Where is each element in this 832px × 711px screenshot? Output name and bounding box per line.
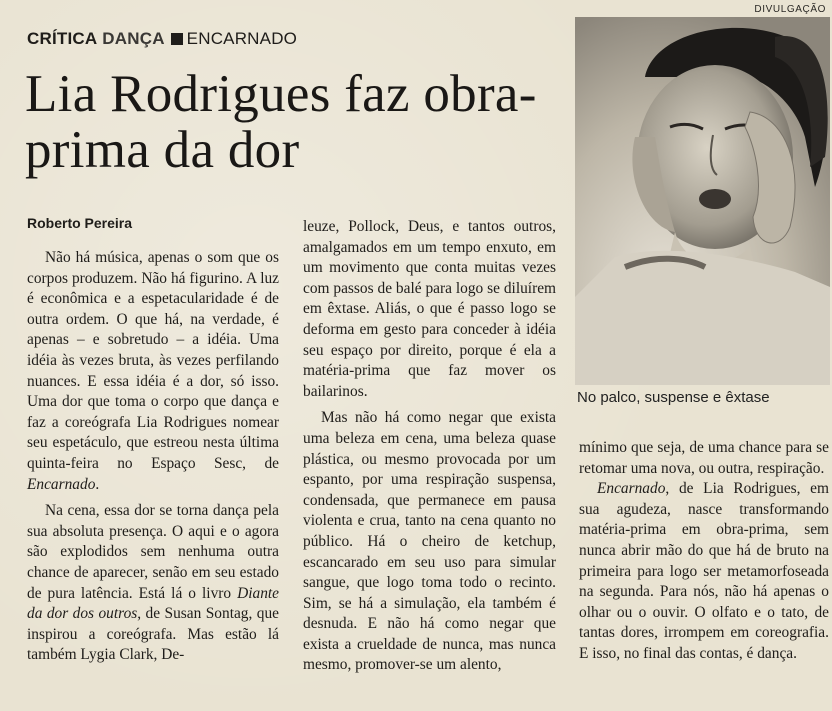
paragraph-text: Não há música, apenas o som que os corpos produzem. Não há figurino. A luz é econômica e a espetacularidade é de outra ordem. O que há, na verdade, é apenas – e sobretudo – a idéia. Uma idéia às vezes bruta, às vezes perfilando nuances. E essa idéia é a dor, só isso. Uma dor que toma o corpo que dança e faz a coreógrafa Lia Rodrigues nomear seu espetáculo, que estreou nesta última quinta-feira no Espaço Sesc, de bbox=[27, 249, 279, 472]
headline: Lia Rodrigues faz obra-prima da dor bbox=[25, 65, 537, 179]
article-photo bbox=[575, 17, 830, 385]
paragraph bbox=[27, 501, 279, 666]
paragraph-text: , de Susan Sontag, que inspirou a coreógrafa. Mas estão lá também Lygia Clark, De- bbox=[27, 605, 280, 664]
work-title: Encarnado bbox=[27, 475, 96, 493]
paragraph-text: . bbox=[95, 475, 100, 493]
byline: Roberto Pereira bbox=[27, 215, 133, 231]
square-bullet-icon bbox=[171, 33, 183, 45]
kicker-category: DANÇA bbox=[102, 29, 165, 48]
paragraph-text: , de Lia Rodrigues, em sua agudeza, nasce transformando matéria-prima em obra-prima, sem nunca abrir mão do que há de bruto na primeira para logo ser metamorfoseada na segunda. Para nós, não há apenas o olhar ou o ouvir. O olfato e o tato, de tantas dores, irrompem em coreografia. E isso, no final das contas, é dança. bbox=[579, 480, 829, 662]
book-title: Diante da dor dos outros bbox=[27, 584, 279, 623]
photo-credit: DIVULGAÇÃO bbox=[754, 4, 826, 15]
article-column-3 bbox=[579, 438, 829, 665]
kicker-subject: ENCARNADO bbox=[186, 29, 298, 48]
paragraph: mínimo que seja, de uma chance para se retomar uma nova, ou outra, respiração. bbox=[579, 439, 829, 477]
section-kicker bbox=[27, 29, 297, 49]
paragraph: leuze, Pollock, Deus, e tantos outros, amalgamados em um tempo enxuto, em um movimento que conta muitas vezes com passos de balé para logo se diluírem em êxtase. Aliás, o que é passo logo se deforma em gesto para conceder à idéia seu espaço por direito, porque é ela a matéria-prima que faz mover os bailarinos. bbox=[303, 218, 556, 400]
photo-caption: No palco, suspense e êxtase bbox=[577, 389, 770, 406]
paragraph: Mas não há como negar que exista uma beleza em cena, uma beleza quase plástica, ou mesmo provocada por um espanto, por uma respiração suspensa, condensada, que permanece em pausa violenta e crua, tanto na cena quanto no público. Há o cheiro de ketchup, escancarado em seu uso para simular sangue, que logo toma todo o recinto. Sim, se há a simulação, ela também é desnuda. E não há como negar que exista a crueldade de nunca, mas nunca mesmo, promover-se um alento, bbox=[303, 409, 556, 674]
kicker-section: CRÍTICA bbox=[27, 29, 98, 48]
work-title: Encarnado bbox=[597, 480, 666, 498]
paragraph bbox=[579, 479, 829, 664]
article-column-2 bbox=[303, 217, 556, 676]
paragraph-text: Na cena, essa dor se torna dança pela sua absoluta presença. O aqui e o agora são explodidos sem nenhuma outra chance de aparecer, senão em seu estado de pura latência. Está lá o livro bbox=[27, 502, 279, 602]
article-column-1 bbox=[27, 248, 279, 666]
paragraph bbox=[27, 248, 279, 495]
